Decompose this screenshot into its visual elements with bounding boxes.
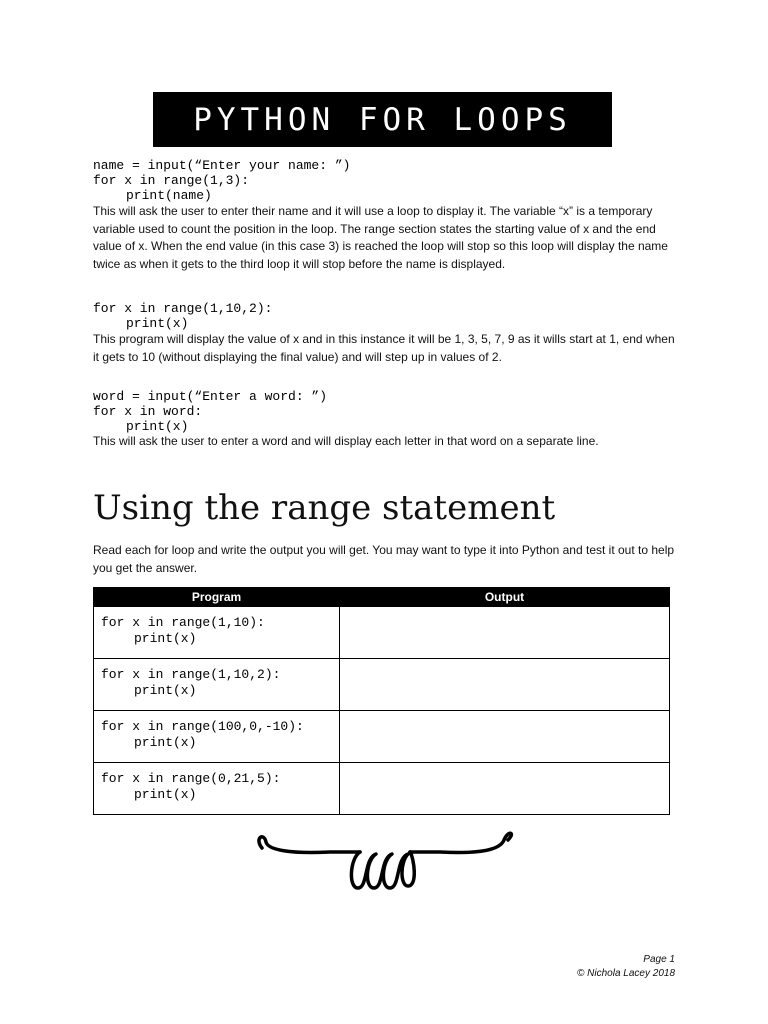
code-line: print(x)	[134, 787, 197, 802]
title-banner	[153, 92, 612, 147]
table-header-row	[94, 588, 670, 607]
code-line: print(name)	[126, 188, 212, 203]
page-footer	[577, 953, 675, 981]
code-line: for x in word:	[93, 404, 203, 419]
table-row	[94, 711, 670, 763]
code-line: word = input(“Enter a word: ”)	[93, 389, 328, 404]
page-number: Page 1	[643, 954, 675, 965]
section-heading: Using the range statement	[93, 488, 556, 528]
output-cell[interactable]	[340, 659, 670, 711]
code-line: for x in range(1,3):	[93, 173, 250, 188]
code-line: print(x)	[134, 683, 197, 698]
program-column-header: Program	[94, 588, 340, 607]
code-line: print(x)	[134, 735, 197, 750]
code-line: print(x)	[134, 631, 197, 646]
code-block-name-input	[93, 158, 350, 203]
program-cell	[94, 607, 340, 659]
example-description: This will ask the user to enter a word and will display each letter in that word on a separate line.	[93, 434, 599, 448]
table-row	[94, 659, 670, 711]
exercise-table	[93, 587, 670, 815]
output-cell[interactable]	[340, 607, 670, 659]
copyright-notice: © Nichola Lacey 2018	[577, 968, 675, 979]
page-title: PYTHON FOR LOOPS	[193, 101, 572, 138]
code-line: for x in range(0,21,5):	[101, 771, 281, 786]
code-block-word-loop	[93, 389, 327, 434]
code-line: print(x)	[126, 419, 189, 434]
output-column-header: Output	[340, 588, 670, 607]
program-cell	[94, 711, 340, 763]
code-line: for x in range(1,10,2):	[101, 667, 281, 682]
output-cell[interactable]	[340, 711, 670, 763]
table-row	[94, 763, 670, 815]
decorative-flourish	[250, 828, 520, 894]
code-line: print(x)	[126, 316, 189, 331]
table-row	[94, 607, 670, 659]
code-line: name = input(“Enter your name: ”)	[93, 158, 351, 173]
instructions-text: Read each for loop and write the output you will get. You may want to type it into Python and test it out to help you get the answer.	[93, 543, 675, 575]
example-description: This will ask the user to enter their name and it will use a loop to display it. The variable “x” is a temporary variable used to count the position in the loop. The range section states the starting value of x and the end value of x. When the end value (in this case 3) is reached the loop will stop so this loop will display the name twice as when it gets to the third loop it will stop before the name is displayed.	[93, 204, 668, 271]
program-cell	[94, 763, 340, 815]
code-line: for x in range(1,10):	[101, 615, 265, 630]
output-cell[interactable]	[340, 763, 670, 815]
code-block-range-step	[93, 301, 272, 331]
example-description: This program will display the value of x and in this instance it will be 1, 3, 5, 7, 9 as it wills start at 1, end when it gets to 10 (without displaying the final value) and will step up in values of 2.	[93, 332, 675, 364]
code-line: for x in range(100,0,-10):	[101, 719, 304, 734]
code-line: for x in range(1,10,2):	[93, 301, 273, 316]
program-cell	[94, 659, 340, 711]
